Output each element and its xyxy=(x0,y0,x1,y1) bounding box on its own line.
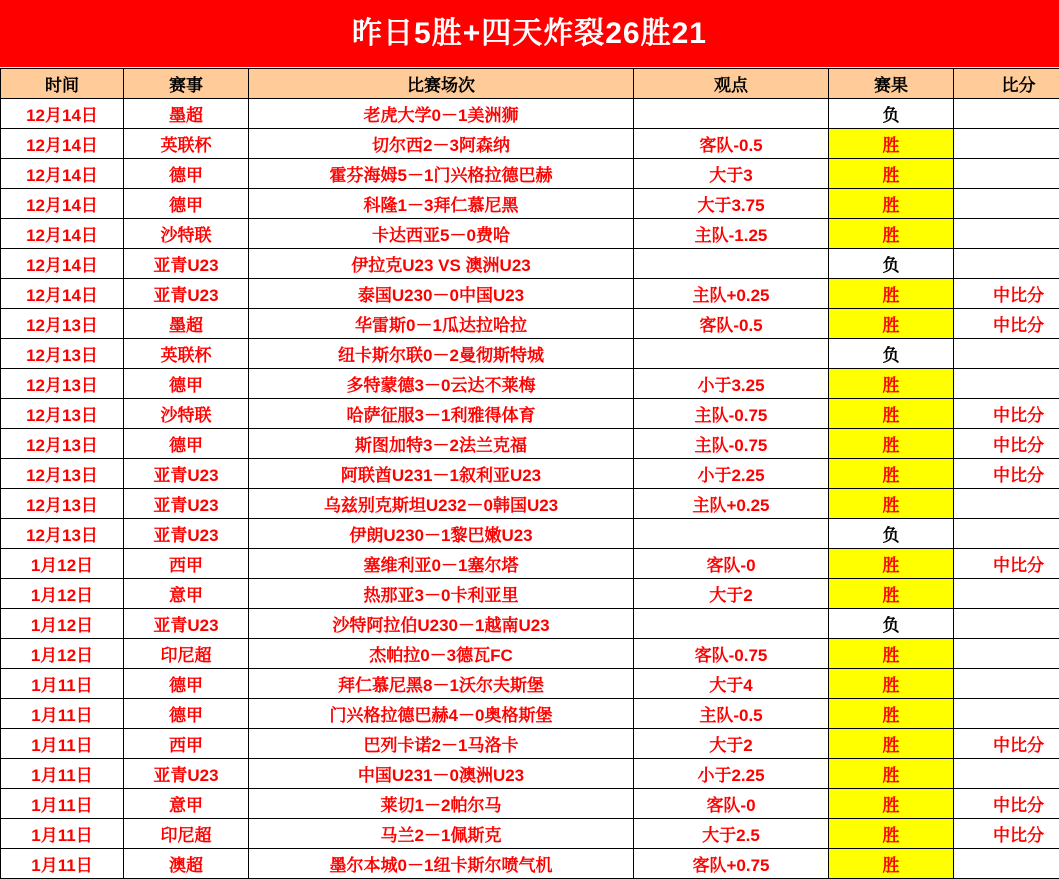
cell-league: 意甲 xyxy=(124,789,249,819)
cell-time: 12月14日 xyxy=(1,249,124,279)
cell-view xyxy=(634,339,829,369)
cell-match: 伊朗U230－1黎巴嫩U23 xyxy=(249,519,634,549)
table-row xyxy=(1,489,1059,519)
table-row xyxy=(1,219,1059,249)
table-row xyxy=(1,399,1059,429)
column-header-view: 观点 xyxy=(634,69,829,99)
table-row xyxy=(1,699,1059,729)
table-row xyxy=(1,459,1059,489)
column-header-result: 赛果 xyxy=(829,69,954,99)
cell-score xyxy=(954,249,1059,279)
cell-league: 墨超 xyxy=(124,99,249,129)
cell-time: 12月13日 xyxy=(1,369,124,399)
cell-league: 德甲 xyxy=(124,669,249,699)
table-row xyxy=(1,849,1059,879)
cell-result: 胜 xyxy=(829,309,954,339)
cell-time: 1月12日 xyxy=(1,549,124,579)
cell-match: 乌兹别克斯坦U232－0韩国U23 xyxy=(249,489,634,519)
cell-result: 胜 xyxy=(829,669,954,699)
cell-result: 胜 xyxy=(829,369,954,399)
table-row xyxy=(1,129,1059,159)
cell-result: 胜 xyxy=(829,699,954,729)
table-header xyxy=(1,69,1059,99)
cell-match: 巴列卡诺2－1马洛卡 xyxy=(249,729,634,759)
cell-result: 胜 xyxy=(829,489,954,519)
cell-score xyxy=(954,99,1059,129)
cell-score: 中比分 xyxy=(954,729,1059,759)
cell-match: 中国U231－0澳洲U23 xyxy=(249,759,634,789)
cell-score: 中比分 xyxy=(954,819,1059,849)
cell-match: 华雷斯0－1瓜达拉哈拉 xyxy=(249,309,634,339)
cell-league: 沙特联 xyxy=(124,399,249,429)
cell-view: 客队-0 xyxy=(634,789,829,819)
column-header-league: 赛事 xyxy=(124,69,249,99)
cell-time: 12月13日 xyxy=(1,459,124,489)
cell-time: 1月11日 xyxy=(1,819,124,849)
cell-time: 1月11日 xyxy=(1,759,124,789)
cell-match: 拜仁慕尼黑8－1沃尔夫斯堡 xyxy=(249,669,634,699)
cell-league: 西甲 xyxy=(124,549,249,579)
cell-result: 负 xyxy=(829,99,954,129)
cell-view: 客队+0.75 xyxy=(634,849,829,879)
cell-match: 多特蒙德3－0云达不莱梅 xyxy=(249,369,634,399)
cell-match: 切尔西2－3阿森纳 xyxy=(249,129,634,159)
cell-view: 小于3.25 xyxy=(634,369,829,399)
table-row xyxy=(1,159,1059,189)
cell-match: 马兰2－1佩斯克 xyxy=(249,819,634,849)
cell-view: 主队-1.25 xyxy=(634,219,829,249)
cell-league: 西甲 xyxy=(124,729,249,759)
cell-time: 12月13日 xyxy=(1,399,124,429)
cell-league: 德甲 xyxy=(124,159,249,189)
table-row xyxy=(1,369,1059,399)
cell-time: 1月12日 xyxy=(1,639,124,669)
table-body xyxy=(1,99,1059,879)
cell-score xyxy=(954,369,1059,399)
cell-time: 12月13日 xyxy=(1,339,124,369)
cell-match: 阿联酋U231－1叙利亚U23 xyxy=(249,459,634,489)
cell-view xyxy=(634,519,829,549)
table-row xyxy=(1,759,1059,789)
cell-league: 澳超 xyxy=(124,849,249,879)
cell-time: 1月11日 xyxy=(1,849,124,879)
cell-match: 科隆1－3拜仁慕尼黑 xyxy=(249,189,634,219)
cell-match: 伊拉克U23 VS 澳洲U23 xyxy=(249,249,634,279)
cell-league: 意甲 xyxy=(124,579,249,609)
cell-league: 亚青U23 xyxy=(124,609,249,639)
cell-score xyxy=(954,849,1059,879)
cell-league: 德甲 xyxy=(124,189,249,219)
cell-time: 12月14日 xyxy=(1,99,124,129)
cell-score xyxy=(954,129,1059,159)
cell-result: 胜 xyxy=(829,429,954,459)
cell-view: 主队+0.25 xyxy=(634,489,829,519)
table-row xyxy=(1,519,1059,549)
table-row xyxy=(1,819,1059,849)
cell-view: 主队-0.75 xyxy=(634,399,829,429)
cell-view: 客队-0.5 xyxy=(634,309,829,339)
cell-view: 小于2.25 xyxy=(634,759,829,789)
cell-league: 英联杯 xyxy=(124,129,249,159)
cell-score xyxy=(954,489,1059,519)
cell-result: 胜 xyxy=(829,399,954,429)
cell-result: 胜 xyxy=(829,639,954,669)
column-header-match: 比赛场次 xyxy=(249,69,634,99)
cell-match: 纽卡斯尔联0－2曼彻斯特城 xyxy=(249,339,634,369)
table-row xyxy=(1,579,1059,609)
cell-time: 12月14日 xyxy=(1,159,124,189)
cell-score: 中比分 xyxy=(954,459,1059,489)
cell-league: 亚青U23 xyxy=(124,459,249,489)
table-row xyxy=(1,309,1059,339)
cell-time: 12月14日 xyxy=(1,189,124,219)
page-title: 昨日5胜+四天炸裂26胜21 xyxy=(0,0,1059,68)
cell-result: 胜 xyxy=(829,129,954,159)
cell-league: 德甲 xyxy=(124,369,249,399)
cell-league: 沙特联 xyxy=(124,219,249,249)
cell-score xyxy=(954,669,1059,699)
table-row xyxy=(1,789,1059,819)
table-row xyxy=(1,249,1059,279)
cell-result: 胜 xyxy=(829,819,954,849)
cell-time: 12月13日 xyxy=(1,489,124,519)
cell-score: 中比分 xyxy=(954,429,1059,459)
cell-time: 1月11日 xyxy=(1,669,124,699)
table-row xyxy=(1,639,1059,669)
cell-league: 墨超 xyxy=(124,309,249,339)
cell-result: 胜 xyxy=(829,729,954,759)
cell-league: 英联杯 xyxy=(124,339,249,369)
column-header-score: 比分 xyxy=(954,69,1059,99)
cell-league: 亚青U23 xyxy=(124,279,249,309)
cell-result: 胜 xyxy=(829,549,954,579)
cell-score xyxy=(954,189,1059,219)
cell-view: 主队-0.5 xyxy=(634,699,829,729)
table-header-row xyxy=(1,69,1059,99)
cell-time: 1月11日 xyxy=(1,789,124,819)
table-row xyxy=(1,729,1059,759)
cell-view xyxy=(634,99,829,129)
cell-time: 12月13日 xyxy=(1,309,124,339)
table-row xyxy=(1,189,1059,219)
column-header-time: 时间 xyxy=(1,69,124,99)
cell-result: 胜 xyxy=(829,459,954,489)
cell-score xyxy=(954,219,1059,249)
cell-league: 亚青U23 xyxy=(124,489,249,519)
cell-match: 沙特阿拉伯U230－1越南U23 xyxy=(249,609,634,639)
cell-view: 大于2.5 xyxy=(634,819,829,849)
cell-match: 卡达西亚5－0费哈 xyxy=(249,219,634,249)
cell-match: 霍芬海姆5－1门兴格拉德巴赫 xyxy=(249,159,634,189)
cell-match: 泰国U230－0中国U23 xyxy=(249,279,634,309)
table-row xyxy=(1,429,1059,459)
table-row xyxy=(1,279,1059,309)
cell-league: 亚青U23 xyxy=(124,249,249,279)
cell-result: 负 xyxy=(829,339,954,369)
cell-league: 德甲 xyxy=(124,429,249,459)
table-row xyxy=(1,669,1059,699)
cell-time: 12月14日 xyxy=(1,219,124,249)
cell-result: 胜 xyxy=(829,159,954,189)
cell-view: 大于2 xyxy=(634,729,829,759)
cell-view: 小于2.25 xyxy=(634,459,829,489)
cell-score xyxy=(954,159,1059,189)
cell-view: 大于2 xyxy=(634,579,829,609)
cell-match: 老虎大学0－1美洲狮 xyxy=(249,99,634,129)
cell-league: 印尼超 xyxy=(124,819,249,849)
cell-view xyxy=(634,249,829,279)
cell-score: 中比分 xyxy=(954,399,1059,429)
cell-score: 中比分 xyxy=(954,279,1059,309)
cell-result: 胜 xyxy=(829,789,954,819)
cell-match: 杰帕拉0－3德瓦FC xyxy=(249,639,634,669)
cell-result: 胜 xyxy=(829,219,954,249)
cell-result: 胜 xyxy=(829,279,954,309)
table-row xyxy=(1,549,1059,579)
cell-view: 大于3.75 xyxy=(634,189,829,219)
cell-result: 胜 xyxy=(829,579,954,609)
cell-result: 负 xyxy=(829,249,954,279)
cell-time: 12月14日 xyxy=(1,279,124,309)
cell-score xyxy=(954,579,1059,609)
cell-view: 主队-0.75 xyxy=(634,429,829,459)
table-row xyxy=(1,99,1059,129)
cell-match: 门兴格拉德巴赫4－0奥格斯堡 xyxy=(249,699,634,729)
cell-result: 胜 xyxy=(829,849,954,879)
cell-league: 亚青U23 xyxy=(124,519,249,549)
cell-view: 客队-0.5 xyxy=(634,129,829,159)
cell-match: 塞维利亚0－1塞尔塔 xyxy=(249,549,634,579)
cell-result: 胜 xyxy=(829,189,954,219)
cell-view: 客队-0 xyxy=(634,549,829,579)
cell-score xyxy=(954,519,1059,549)
cell-match: 墨尔本城0－1纽卡斯尔喷气机 xyxy=(249,849,634,879)
cell-league: 德甲 xyxy=(124,699,249,729)
cell-time: 12月14日 xyxy=(1,129,124,159)
cell-score xyxy=(954,699,1059,729)
cell-view xyxy=(634,609,829,639)
cell-score xyxy=(954,639,1059,669)
cell-time: 1月12日 xyxy=(1,609,124,639)
table-row xyxy=(1,339,1059,369)
cell-view: 大于4 xyxy=(634,669,829,699)
cell-time: 1月12日 xyxy=(1,579,124,609)
cell-score xyxy=(954,759,1059,789)
cell-view: 大于3 xyxy=(634,159,829,189)
cell-time: 12月13日 xyxy=(1,429,124,459)
cell-score: 中比分 xyxy=(954,309,1059,339)
cell-result: 负 xyxy=(829,519,954,549)
cell-time: 1月11日 xyxy=(1,699,124,729)
cell-result: 胜 xyxy=(829,759,954,789)
cell-match: 斯图加特3－2法兰克福 xyxy=(249,429,634,459)
cell-match: 热那亚3－0卡利亚里 xyxy=(249,579,634,609)
cell-result: 负 xyxy=(829,609,954,639)
cell-match: 莱切1－2帕尔马 xyxy=(249,789,634,819)
cell-match: 哈萨征服3－1利雅得体育 xyxy=(249,399,634,429)
table-row xyxy=(1,609,1059,639)
cell-view: 客队-0.75 xyxy=(634,639,829,669)
cell-league: 印尼超 xyxy=(124,639,249,669)
cell-score: 中比分 xyxy=(954,549,1059,579)
results-table xyxy=(0,68,1059,879)
cell-league: 亚青U23 xyxy=(124,759,249,789)
cell-time: 12月13日 xyxy=(1,519,124,549)
cell-time: 1月11日 xyxy=(1,729,124,759)
cell-score xyxy=(954,339,1059,369)
cell-view: 主队+0.25 xyxy=(634,279,829,309)
cell-score xyxy=(954,609,1059,639)
cell-score: 中比分 xyxy=(954,789,1059,819)
